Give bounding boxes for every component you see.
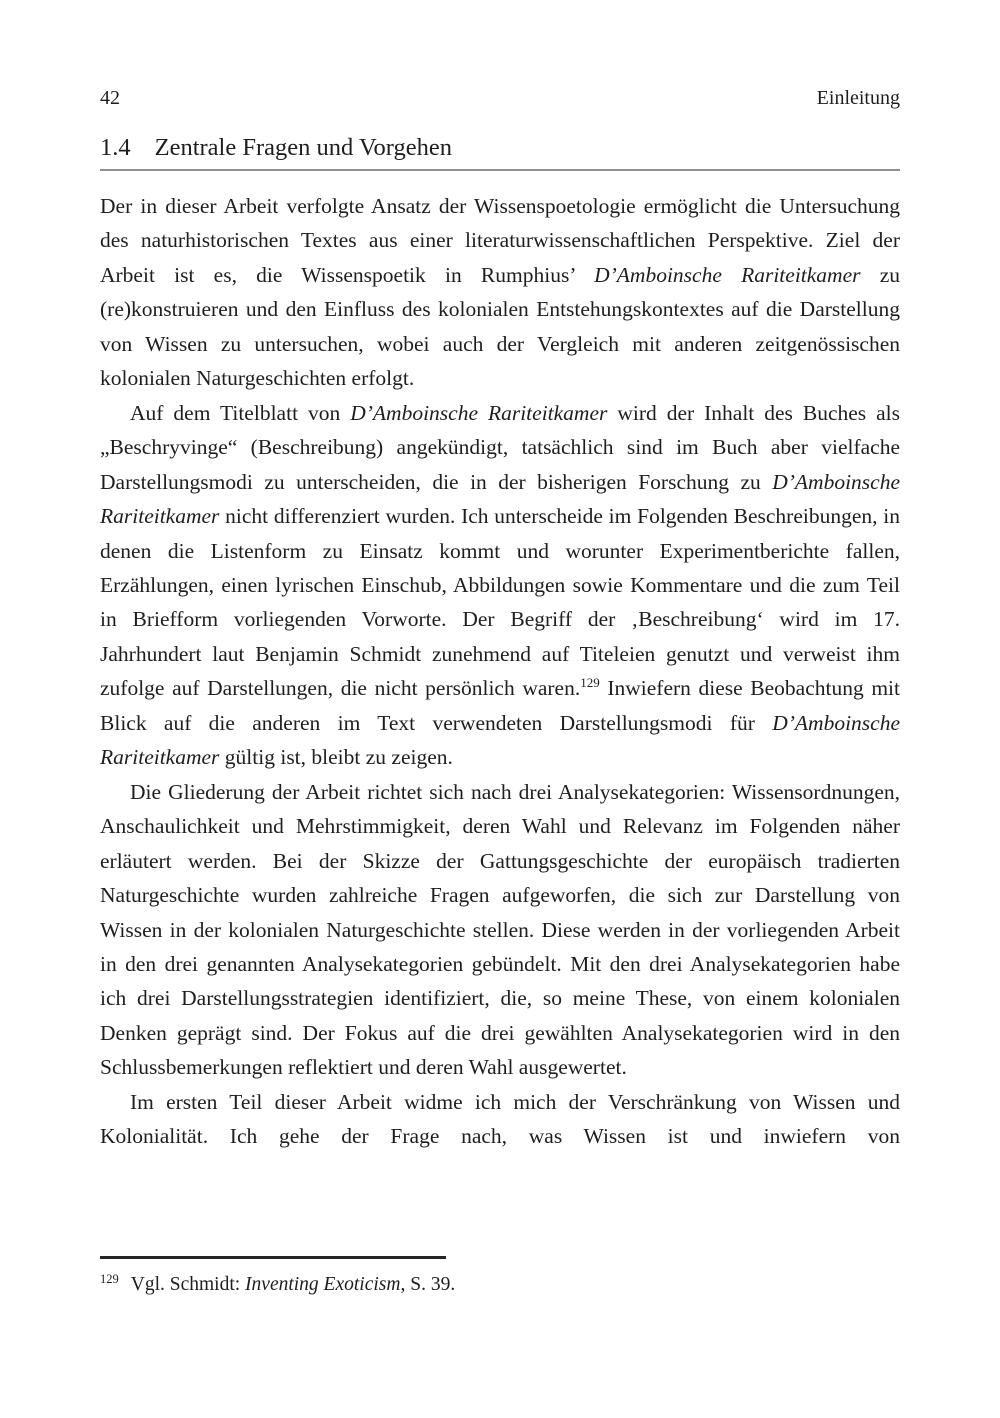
book-title-segment: D’Amboinsche Rariteitkamer	[100, 469, 900, 529]
footnote-marker: 129	[100, 1271, 119, 1286]
footnote-separator	[100, 1256, 446, 1259]
running-head	[100, 86, 900, 110]
footnote-cited-title: Inventing Exoticism	[245, 1274, 401, 1295]
heading-divider	[100, 169, 900, 171]
section-title: Zentrale Fragen und Vorgehen	[154, 134, 452, 161]
text-segment: nicht differenziert wurden. Ich unterscheide im Folgenden Beschreibungen, in denen die Listenform zu Einsatz kommt und worunter Experimentberichte fallen, Erzählungen, einen lyrischen Einschub, Abbildungen sowie Kommentare und die zum Teil in Briefform vorliegenden Vorworte. Der Begriff der ‚Beschreibung‘ wird im 17. Jahrhundert laut Benjamin Schmidt zunehmend auf Titeleien genutzt und verweist ihm zufolge auf Darstellungen, die nicht persönlich waren.	[100, 504, 900, 701]
text-segment: Im ersten Teil dieser Arbeit widme ich mich der Verschränkung von Wissen und Kolonialität. Ich gehe der Frage nach, was Wissen ist und inwiefern von	[100, 1089, 900, 1149]
text-segment: zu (re)konstruieren und den Einfluss des kolonialen Entstehungskontextes auf die Darstellung von Wissen zu untersuchen, wobei auch der Vergleich mit anderen zeitgenössischen kolonialen Naturgeschichten erfolgt.	[100, 262, 901, 391]
text-segment: wird der Inhalt des Buches als „Beschryvinge“ (Beschreibung) angekündigt, tatsächlich sind im Buch aber vielfache Darstellungsmodi zu unterscheiden, die in der bisherigen Forschung zu	[100, 400, 900, 494]
body-paragraph	[100, 775, 900, 1085]
text-segment: Inwiefern diese Beobachtung mit Blick auf die anderen im Text verwendeten Darstellungsmodi für	[100, 676, 900, 735]
text-segment: gültig ist, bleibt zu zeigen.	[219, 745, 453, 770]
text-segment: Die Gliederung der Arbeit richtet sich nach drei Analysekategorien: Wissensordnungen, Anschaulichkeit und Mehrstimmigkeit, deren Wahl und Relevanz im Folgenden näher erläutert werden. Bei der Skizze der Gattungsgeschichte der europäisch tradierten Naturgeschichte wurden zahlreiche Fragen aufgeworfen, die sich zur Darstellung von Wissen in der kolonialen Naturgeschichte stellen. Diese werden in der vorliegenden Arbeit in den drei genannten Analysekategorien gebündelt. Mit den drei Analysekategorien habe ich drei Darstellungsstrategien identifiziert, die, so meine These, von einem kolonialen Denken geprägt sind. Der Fokus auf die drei gewählten Analysekategorien wird in den Schlussbemerkungen reflektiert und deren Wahl ausgewertet.	[100, 779, 900, 1080]
footnote	[100, 1272, 900, 1298]
body-text	[100, 189, 900, 1154]
body-paragraph	[100, 189, 900, 396]
footnote-text-segment: Vgl. Schmidt:	[130, 1274, 246, 1295]
page-number: 42	[100, 87, 120, 109]
text-segment: Der in dieser Arbeit verfolgte Ansatz der Wissenspoetologie ermöglicht die Untersuchung des naturhistorischen Textes aus einer literaturwissenschaftlichen Perspektive. Ziel der Arbeit ist es, die Wissenspoetik in Rumphius’	[100, 194, 900, 287]
footnote-reference: 129	[580, 675, 600, 691]
running-title: Einleitung	[816, 87, 900, 109]
section-number: 1.4	[100, 134, 131, 161]
book-title-segment: D’Amboinsche Rariteitkamer	[350, 400, 608, 425]
body-paragraph	[100, 396, 900, 775]
footnote-text-segment: , S. 39.	[400, 1274, 456, 1295]
book-title-segment: D’Amboinsche Rariteitkamer	[594, 262, 861, 287]
section-heading	[100, 133, 900, 163]
text-segment: Auf dem Titelblatt von	[130, 400, 351, 425]
book-title-segment: D’Amboinsche Rariteitkamer	[100, 710, 900, 770]
body-paragraph	[100, 1085, 900, 1154]
